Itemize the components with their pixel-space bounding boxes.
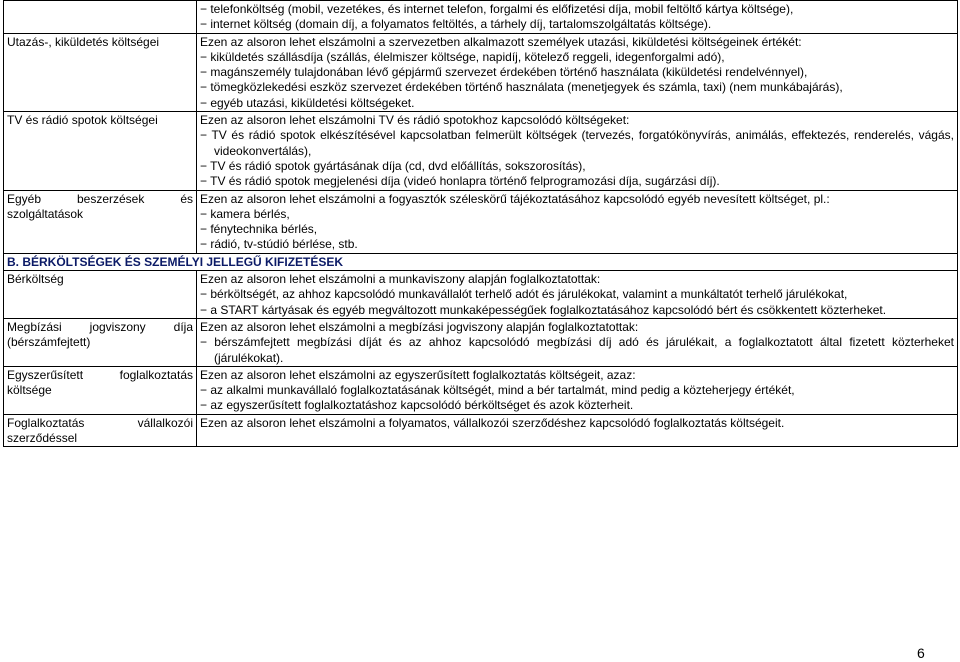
section-b-header-row xyxy=(4,253,958,270)
list-item: − bérköltségét, az ahhoz kapcsolódó munkavállalót terhelő adót és járulékokat, valamint a munkáltatót terhelő járulékokat, xyxy=(200,287,848,302)
list-item: − a START kártyásak és egyéb megváltozott munkaképességűek foglalkoztatásához kapcsolódó bért és csökkentett közterheket. xyxy=(200,302,887,317)
row-content xyxy=(197,190,958,253)
row-label: Bérköltség xyxy=(4,271,197,319)
table-row xyxy=(4,33,958,111)
table-row xyxy=(4,271,958,319)
row-content xyxy=(197,366,958,414)
row-label xyxy=(4,1,197,34)
list-item: − internet költség (domain díj, a folyamatos feltöltés, a tárhely díj, tartalomszolgáltatás költsége). xyxy=(200,17,712,32)
list-item: − TV és rádió spotok gyártásának díja (cd, dvd előállítás, sokszorosítás), xyxy=(200,158,586,173)
row-label: Egyéb beszerzések és szolgáltatások xyxy=(4,190,197,253)
table-row xyxy=(4,112,958,190)
section-a-rows xyxy=(4,1,958,254)
list-item: − magánszemély tulajdonában lévő gépjármű szervezet érdekében történő használata (kiküldetési rendelvénnyel), xyxy=(200,65,808,80)
row-content xyxy=(197,271,958,319)
row-content xyxy=(197,414,958,447)
row-label: Utazás-, kiküldetés költségei xyxy=(4,33,197,111)
row-content xyxy=(197,318,958,366)
table-row xyxy=(4,318,958,366)
row-intro-text: Ezen az alsoron lehet elszámolni a folyamatos, vállalkozói szerződéshez kapcsolódó foglalkoztatás költségeit. xyxy=(200,415,785,430)
row-intro-text: Ezen az alsoron lehet elszámolni a fogyasztók széleskörű tájékoztatásához kapcsolódó egyéb nevesített költséget, pl.: xyxy=(200,191,830,206)
row-content xyxy=(197,33,958,111)
table-row xyxy=(4,1,958,34)
row-intro-text: Ezen az alsoron lehet elszámolni az egyszerűsített foglalkoztatás költségeit, azaz: xyxy=(200,367,636,382)
cost-category-table xyxy=(3,0,958,447)
list-item: − tömegközlekedési eszköz szervezet érdekében történő használata (menetjegyek és számla, taxi) (nem munkábajárás), xyxy=(200,80,843,95)
row-label: Egyszerűsített foglalkoztatás költsége xyxy=(4,366,197,414)
table-row xyxy=(4,190,958,253)
section-b-title: B. BÉRKÖLTSÉGEK ÉS SZEMÉLYI JELLEGŰ KIFIZETÉSEK xyxy=(4,253,958,270)
list-item: − telefonköltség (mobil, vezetékes, és internet telefon, forgalmi és előfizetési díja, mobil feltöltő kártya költsége), xyxy=(200,2,794,16)
row-content xyxy=(197,112,958,190)
row-intro-text: Ezen az alsoron lehet elszámolni a megbízási jogviszony alapján foglalkoztatottak: xyxy=(200,319,639,334)
row-label: TV és rádió spotok költségei xyxy=(4,112,197,190)
list-item: − TV és rádió spotok megjelenési díja (videó honlapra történő felprogramozási díja, sugárzási díj). xyxy=(200,174,720,189)
row-label: Megbízási jogviszony díja (bérszámfejtett) xyxy=(4,318,197,366)
page-number: 6 xyxy=(917,645,925,661)
list-item: − TV és rádió spotok elkészítésével kapcsolatban felmerült költségek (tervezés, forgatókönyvírás, animálás, effektezés, renderelés, vágás, videokonvertálás), xyxy=(200,128,954,158)
list-item: − fénytechnika bérlés, xyxy=(200,222,318,237)
section-b-header xyxy=(4,253,958,270)
list-item: − kamera bérlés, xyxy=(200,206,290,221)
row-label: Foglalkoztatás vállalkozói szerződéssel xyxy=(4,414,197,447)
row-content xyxy=(197,1,958,34)
row-intro-text: Ezen az alsoron lehet elszámolni a szervezetben alkalmazott személyek utazási, kiküldetési költségeinek értékét: xyxy=(200,34,802,49)
table-row xyxy=(4,414,958,447)
list-item: − az alkalmi munkavállaló foglalkoztatásának költségét, mind a bér tartalmát, mind pedig a közteherjegy értékét, xyxy=(200,383,795,398)
list-item: − az egyszerűsített foglalkoztatáshoz kapcsolódó bérköltséget és azok közterheit. xyxy=(200,398,634,413)
list-item: − kiküldetés szállásdíja (szállás, élelmiszer költsége, napidíj, kötelező reggeli, idegenforgalmi adó), xyxy=(200,49,725,64)
table-row xyxy=(4,366,958,414)
section-b-rows xyxy=(4,271,958,447)
list-item: − bérszámfejtett megbízási díját és az ahhoz kapcsolódó megbízási díj adó és járulékait, a foglalkoztatott által fizetett közterheket (járulékokat). xyxy=(200,335,954,365)
list-item: − rádió, tv-stúdió bérlése, stb. xyxy=(200,237,358,252)
row-intro-text: Ezen az alsoron lehet elszámolni a munkaviszony alapján foglalkoztatottak: xyxy=(200,272,601,287)
row-intro-text: Ezen az alsoron lehet elszámolni TV és rádió spotokhoz kapcsolódó költségeket: xyxy=(200,113,630,128)
list-item: − egyéb utazási, kiküldetési költségeket. xyxy=(200,95,415,110)
